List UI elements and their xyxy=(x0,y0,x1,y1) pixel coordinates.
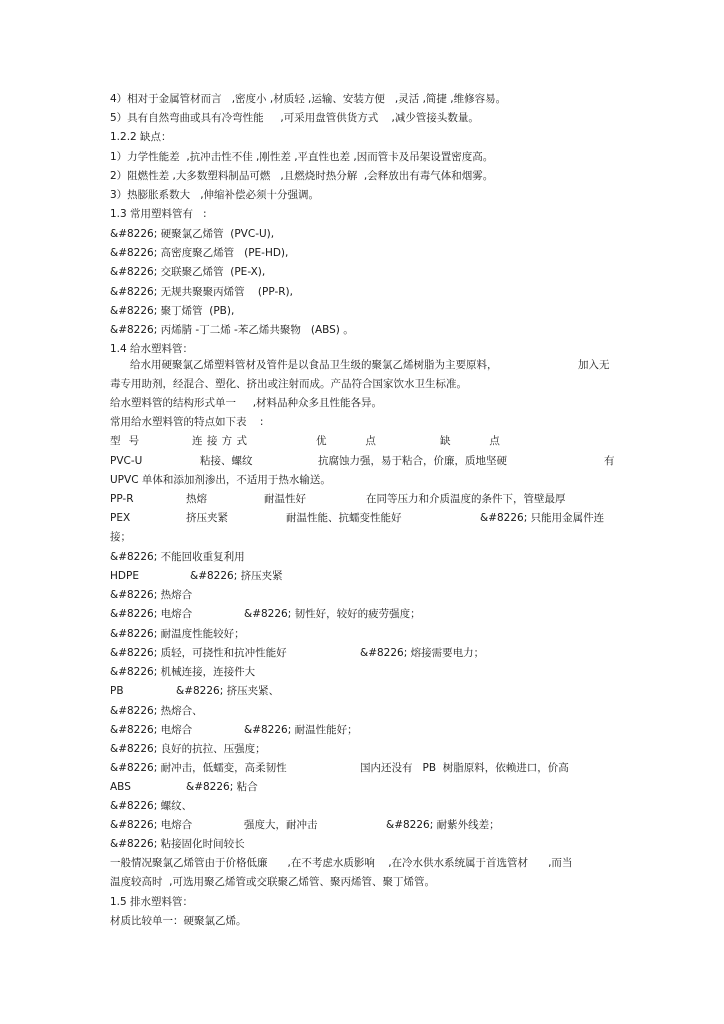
table-row: UPVC 单体和添加剂渗出，不适用于热水输送。 xyxy=(110,474,331,486)
list-item: &#8226; 无规共聚聚丙烯管 (PP-R), xyxy=(110,286,293,298)
text-line: 给水塑料管的结构形式单一 ,材料品种众多且性能各异。 xyxy=(110,397,383,409)
table-row: PEX 挤压夹紧 耐温性能、抗蠕变性能好 &#8226; 只能用金属件连 xyxy=(110,512,605,524)
table-row: &#8226; 螺纹、 xyxy=(110,800,193,812)
text-line: 一般情况聚氯乙烯管由于价格低廉 ,在不考虑水质影响 ,在冷水供水系统属于首选管材 ,而当 xyxy=(110,857,573,869)
section-heading: 1.4 给水塑料管： xyxy=(110,343,194,355)
table-row: &#8226; 粘接固化时间较长 xyxy=(110,838,245,850)
table-row: PP-R 热熔 耐温性好 在同等压力和介质温度的条件下，管壁最厚 xyxy=(110,493,566,505)
text-line: 3）热膨胀系数大 ,伸缩补偿必须十分强调。 xyxy=(110,189,320,201)
section-heading: 1.3 常用塑料管有 : xyxy=(110,208,207,220)
section-heading: 1.5 排水塑料管： xyxy=(110,896,194,908)
text-line: 材质比较单一：硬聚氯乙烯。 xyxy=(110,915,247,927)
table-row: &#8226; 耐冲击，低蠕变，高柔韧性 国内还没有 PB 树脂原料，依赖进口，价高 xyxy=(110,762,569,774)
col-connection: 连 接 方 式 xyxy=(192,435,248,447)
list-item: &#8226; 聚丁烯管 (PB), xyxy=(110,305,235,317)
text-line: 1）力学性能差 ,抗冲击性不佳 ,刚性差 ,平直性也差 ,因而管卡及吊架设置密度高。 xyxy=(110,151,494,163)
text-line: 常用给水塑料管的特点如下表 : xyxy=(110,416,264,428)
table-row: &#8226; 不能回收重复利用 xyxy=(110,551,245,563)
table-row: &#8226; 质轻，可挠性和抗冲性能好 &#8226; 熔接需要电力； xyxy=(110,647,485,659)
text-line: 5）具有自然弯曲或具有冷弯性能 ,可采用盘管供货方式 ,减少管接头数量。 xyxy=(110,112,479,124)
table-row: &#8226; 电熔合 强度大，耐冲击 &#8226; 耐紫外线差； xyxy=(110,819,500,831)
col-advantage: 优 点 xyxy=(316,435,377,447)
text-line: 4）相对于金属管材而言 ,密度小 ,材质轻 ,运输、安装方便 ,灵活 ,简捷 ,维修容易。 xyxy=(110,93,507,105)
list-item: &#8226; 高密度聚乙烯管 (PE-HD), xyxy=(110,247,289,259)
table-row: &#8226; 耐温度性能较好； xyxy=(110,628,245,640)
table-row: 接； xyxy=(110,531,131,543)
table-row: &#8226; 良好的抗拉、压强度； xyxy=(110,743,266,755)
table-row: HDPE &#8226; 挤压夹紧 xyxy=(110,570,283,582)
text-line: 毒专用助剂，经混合、塑化、挤出或注射而成。产品符合国家饮水卫生标准。 xyxy=(110,378,467,390)
text-line: 给水用硬聚氯乙烯塑料管材及管件是以食品卫生级的聚氯乙烯树脂为主要原料， 加入无 xyxy=(110,359,610,371)
table-row: &#8226; 电熔合 &#8226; 耐温性能好； xyxy=(110,724,358,736)
col-type: 型 号 xyxy=(110,435,140,447)
table-row: &#8226; 电熔合 &#8226; 韧性好，较好的疲劳强度； xyxy=(110,608,421,620)
table-row: ABS &#8226; 粘合 xyxy=(110,781,258,793)
text-line: 温度较高时 ,可选用聚乙烯管或交联聚乙烯管、聚丙烯管、聚丁烯管。 xyxy=(110,876,436,888)
table-row: PB &#8226; 挤压夹紧、 xyxy=(110,685,280,697)
section-heading: 1.2.2 缺点： xyxy=(110,131,172,143)
col-disadvantage: 缺 点 xyxy=(440,435,501,447)
list-item: &#8226; 硬聚氯乙烯管 (PVC-U), xyxy=(110,228,275,240)
table-row: &#8226; 机械连接，连接件大 xyxy=(110,666,256,678)
table-row: &#8226; 热熔合 xyxy=(110,589,193,601)
text-line: 2）阻燃性差 ,大多数塑料制品可燃 ,且燃烧时热分解 ,会释放出有毒气体和烟雾。 xyxy=(110,170,494,182)
table-row: PVC-U 粘接、螺纹 抗腐蚀力强，易于粘合，价廉，质地坚硬 有 xyxy=(110,455,615,467)
list-item: &#8226; 丙烯腈 -丁二烯 -苯乙烯共聚物 (ABS) 。 xyxy=(110,324,354,336)
list-item: &#8226; 交联聚乙烯管 (PE-X), xyxy=(110,266,266,278)
table-row: &#8226; 热熔合、 xyxy=(110,705,203,717)
table-header xyxy=(110,432,616,451)
